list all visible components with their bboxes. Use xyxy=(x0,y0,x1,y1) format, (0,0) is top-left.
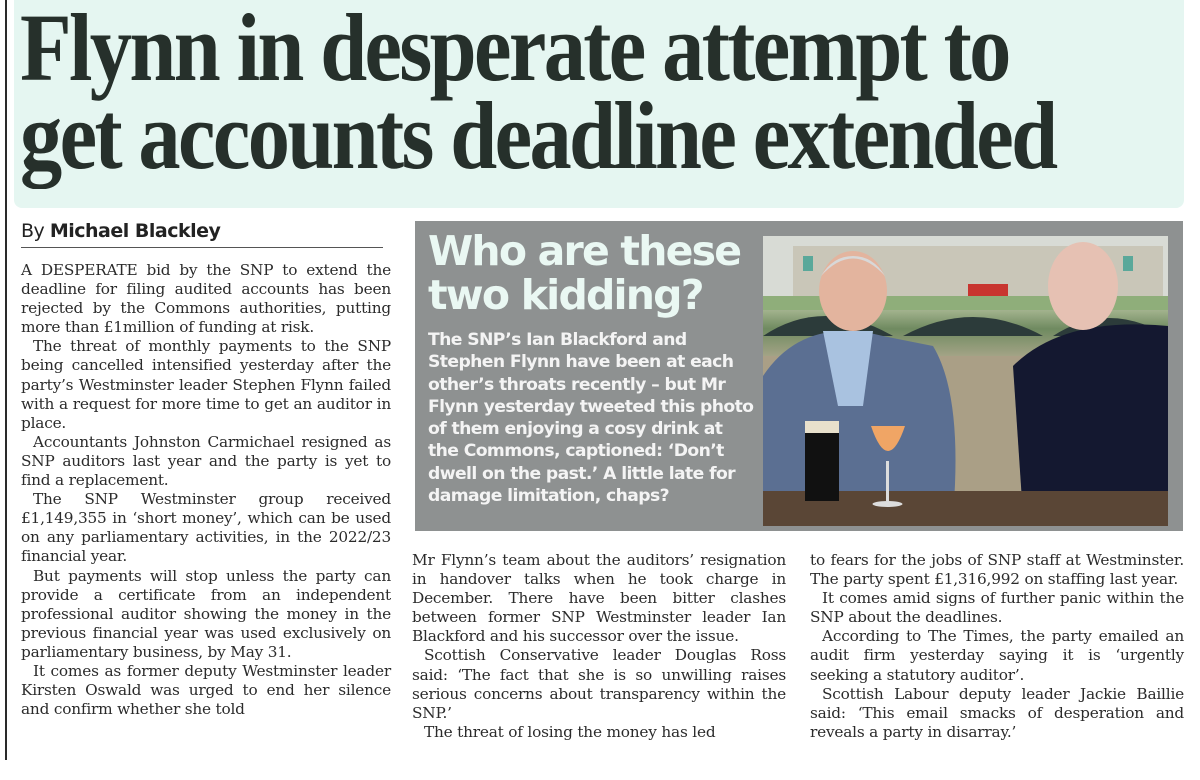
paragraph: But payments will stop unless the party can provide a certificate from an independent professional auditor showing the money in the previous financial year was used exclusively on parliamentary business, by May 31. xyxy=(21,566,391,661)
article-column-1 xyxy=(21,261,391,719)
paragraph: The threat of losing the money has led xyxy=(424,722,716,741)
paragraph: According to The Times, the party emailed an audit firm yesterday saying it is ‘urgently seeking a statutory auditor’. xyxy=(810,627,1184,684)
sidebar-title: Who are these two kidding? xyxy=(428,227,741,319)
paragraph: It comes as former deputy Westminster leader Kirsten Oswald was urged to end her silence and confirm whether she told xyxy=(21,661,391,719)
byline-prefix: By xyxy=(21,220,50,242)
photo-illustration xyxy=(763,236,1168,526)
column-rule xyxy=(5,0,7,760)
paragraph: It comes amid signs of further panic within the SNP about the deadlines. xyxy=(810,589,1184,627)
paragraph: A DESPERATE bid by the SNP to extend the deadline for filing audited accounts has been rejected by the Commons authorities, putting more than £1million of funding at risk. xyxy=(21,261,391,337)
sidebar-caption: The SNP’s Ian Blackford and Stephen Flynn have been at each other’s throats recently – but Mr Flynn yesterday tweeted this photo of them enjoying a cosy drink at the Commons, captioned: ‘Don’t dwell on the past.’ A little late for damage limitation, chaps? xyxy=(428,330,754,507)
paragraph: to fears for the jobs of SNP staff at Westminster. The party spent £1,316,992 on staffing last year. xyxy=(810,551,1184,589)
paragraph: Mr Flynn’s team about the auditors’ resignation in handover talks when he took charge in December. There have been bitter clashes between former SNP Westminster leader Ian Blackford and his successor over the issue. xyxy=(412,551,786,646)
headline-line-1: Flynn in desperate attempt to xyxy=(20,0,1009,101)
paragraph: Scottish Labour deputy leader Jackie Baillie said: ‘This email smacks of desperation and reveals a party in disarray.’ xyxy=(810,684,1184,741)
photo-two-men-drinking xyxy=(763,236,1168,526)
paragraph: The SNP Westminster group received £1,149,355 in ‘short money’, which can be used on any parliamentary activities, in the 2022/23 financial year. xyxy=(21,490,391,566)
paragraph: The threat of monthly payments to the SNP being cancelled intensified yesterday after the party’s Westminster leader Stephen Flynn failed with a request for more time to get an auditor in place. xyxy=(21,337,391,432)
paragraph: Accountants Johnston Carmichael resigned as SNP auditors last year and the party is yet to find a replacement. xyxy=(21,432,391,490)
paragraph: Scottish Conservative leader Douglas Ross said: ‘The fact that she is so unwilling raises serious concerns about transparency within the SNP.’ xyxy=(412,646,786,722)
article-column-2 xyxy=(412,551,786,742)
headline-line-2: get accounts deadline extended xyxy=(20,82,1056,189)
byline xyxy=(21,220,383,248)
article-column-3 xyxy=(810,551,1184,742)
byline-author: Michael Blackley xyxy=(49,220,221,242)
headline xyxy=(20,0,1056,189)
